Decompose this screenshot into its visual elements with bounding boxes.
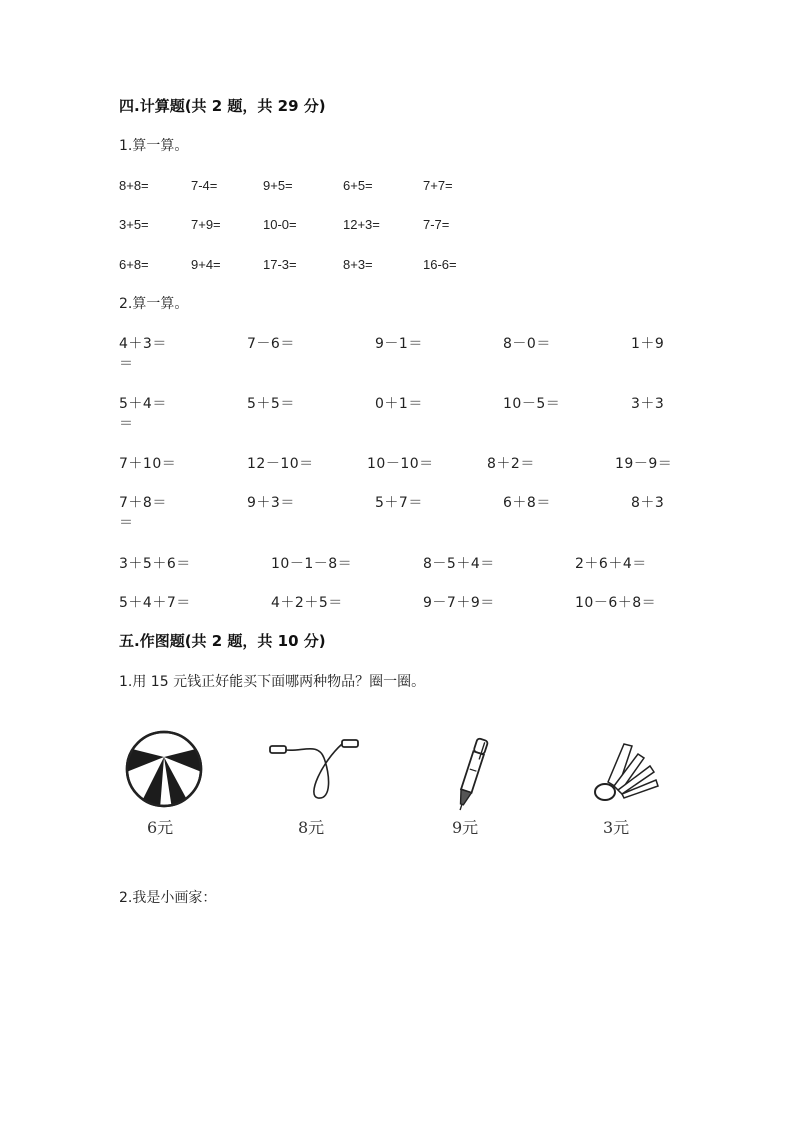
equation: 8＋2＝ [487, 456, 535, 472]
shuttlecock-icon [592, 738, 662, 804]
equation: 7-4= [191, 178, 218, 193]
equation: 10－6＋8＝ [575, 595, 657, 611]
pen-icon [450, 734, 494, 816]
equation: 19－9＝ [615, 456, 673, 472]
item-price: 8元 [298, 818, 325, 837]
equation: 12－10＝ [247, 456, 314, 472]
jump-rope-icon [266, 736, 362, 806]
equation: 10-0= [263, 217, 297, 232]
equation: 7－6＝ [247, 336, 295, 352]
equation: 9+5= [263, 178, 293, 193]
equation: 7-7= [423, 217, 450, 232]
question-5-1-title: 1.用 15 元钱正好能买下面哪两种物品？圈一圈。 [119, 674, 426, 690]
equation-wrap: ＝ [119, 515, 134, 531]
equation: 1＋9 [631, 336, 665, 352]
equation: 2＋6＋4＝ [575, 556, 647, 572]
equation: 3+5= [119, 217, 149, 232]
equation: 16-6= [423, 257, 457, 272]
equation-wrap: ＝ [119, 356, 134, 372]
ball-icon [124, 729, 204, 809]
equation: 8+3= [343, 257, 373, 272]
equation: 9＋3＝ [247, 495, 295, 511]
equation: 10－5＝ [503, 396, 561, 412]
equation: 6+8= [119, 257, 149, 272]
equation: 7＋8＝ [119, 495, 167, 511]
equation: 4＋3＝ [119, 336, 167, 352]
equation: 3＋5＋6＝ [119, 556, 191, 572]
section-4-title: 四.计算题(共 2 题，共 29 分) [119, 97, 326, 115]
item-price: 6元 [147, 818, 174, 837]
equation: 6+5= [343, 178, 373, 193]
equation: 8+8= [119, 178, 149, 193]
equation: 5＋5＝ [247, 396, 295, 412]
question-4-2-title: 2.算一算。 [119, 296, 189, 312]
equation: 9+4= [191, 257, 221, 272]
equation: 4＋2＋5＝ [271, 595, 343, 611]
equation: 5＋4＝ [119, 396, 167, 412]
equation: 5＋7＝ [375, 495, 423, 511]
equation-wrap: ＝ [119, 416, 134, 432]
equation: 7＋10＝ [119, 456, 177, 472]
equation: 8＋3 [631, 495, 665, 511]
question-4-1-title: 1.算一算。 [119, 138, 189, 154]
item-price: 3元 [603, 818, 630, 837]
equation: 8－0＝ [503, 336, 551, 352]
equation: 10－10＝ [367, 456, 434, 472]
equation: 9－1＝ [375, 336, 423, 352]
equation: 7+9= [191, 217, 221, 232]
equation: 6＋8＝ [503, 495, 551, 511]
equation: 9－7＋9＝ [423, 595, 495, 611]
equation: 17-3= [263, 257, 297, 272]
equation: 3＋3 [631, 396, 665, 412]
equation: 10－1－8＝ [271, 556, 353, 572]
equation: 5＋4＋7＝ [119, 595, 191, 611]
question-5-2-title: 2.我是小画家： [119, 890, 217, 906]
equation: 7+7= [423, 178, 453, 193]
item-price: 9元 [452, 818, 479, 837]
equation: 0＋1＝ [375, 396, 423, 412]
section-5-title: 五.作图题(共 2 题，共 10 分) [119, 632, 326, 650]
equation: 8－5＋4＝ [423, 556, 495, 572]
equation: 12+3= [343, 217, 380, 232]
